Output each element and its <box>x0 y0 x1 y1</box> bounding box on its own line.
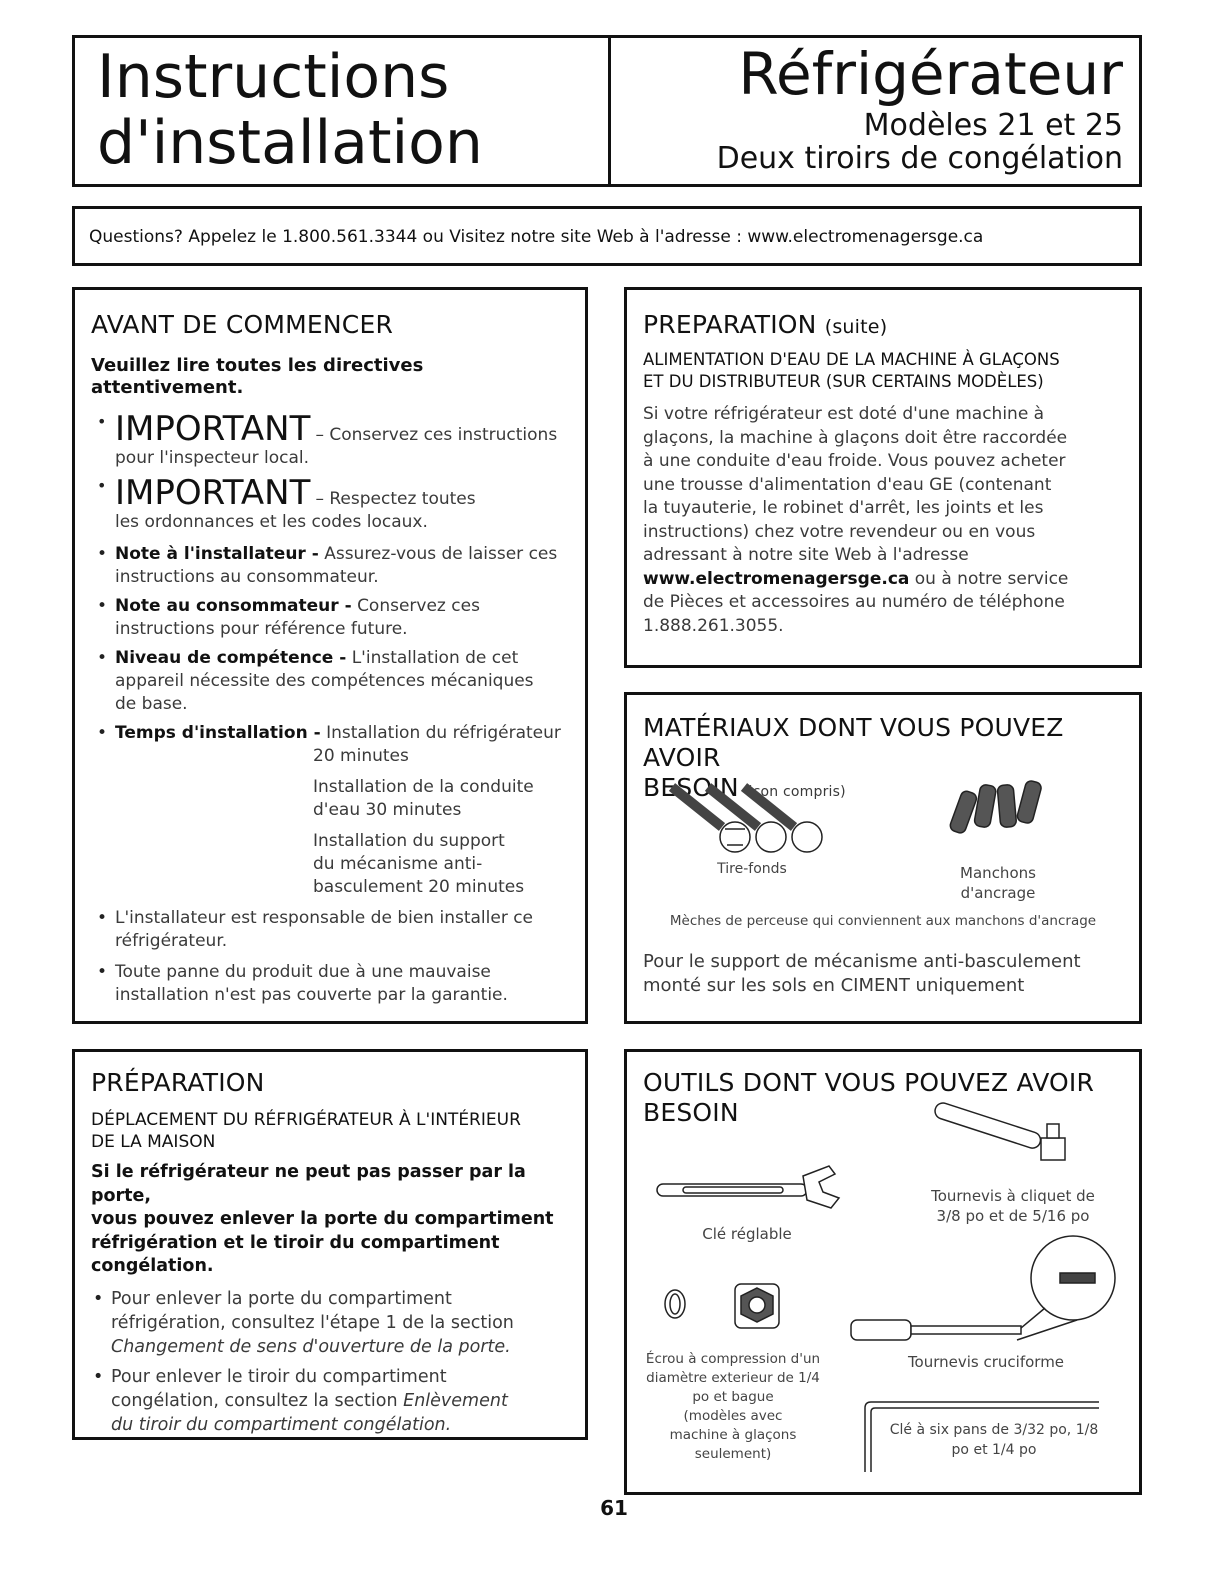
cle-reglable-caption: Clé réglable <box>702 1225 792 1243</box>
header-box <box>72 35 1142 187</box>
niveau-competence: • Niveau de compétence - L'installation de cet appareil nécessite des compétences mécaniques de base. <box>115 647 575 716</box>
garantie-note: • Toute panne du produit due à une mauvaise installation n'est pas couverte par la garantie. <box>115 961 575 1007</box>
preparation-section <box>72 1049 588 1440</box>
title-line-1: Instructions <box>97 42 450 112</box>
tournevis-cruciforme-caption: Tournevis cruciforme <box>907 1353 1065 1371</box>
compression-nut-icon <box>653 1274 803 1344</box>
avant-title: AVANT DE COMMENCER <box>91 310 394 339</box>
avant-lead: Veuillez lire toutes les directives attentivement. <box>91 355 424 398</box>
manchons-caption: Manchons d'ancrage <box>960 864 1036 902</box>
cle-six-pans-caption: Clé à six pans de 3/32 po, 1/8 po et 1/4 po <box>889 1422 1099 1458</box>
preparation-title: PRÉPARATION <box>91 1068 265 1097</box>
important-word-2: IMPORTANT <box>115 473 311 513</box>
ratchet-icon <box>923 1102 1093 1172</box>
materiaux-note: Pour le support de mécanisme anti-basculement monté sur les sols en CIMENT uniquement <box>643 951 1081 996</box>
adjustable-wrench-icon <box>653 1162 843 1212</box>
enlever-tiroir-item: • Pour enlever le tiroir du compartiment congélation, consultez la section Enlèvement du tiroir du compartiment congélation. <box>111 1365 577 1437</box>
contact-bar <box>72 206 1142 266</box>
meches-caption: Mèches de perceuse qui conviennent aux manchons d'ancrage <box>669 913 1097 929</box>
preparation-bold-paragraph: Si le réfrigérateur ne peut pas passer par la porte, vous pouvez enlever la porte du compartiment réfrigération et le tiroir du compartiment congélation. <box>91 1162 554 1276</box>
responsabilite: • L'installateur est responsable de bien installer ce réfrigérateur. <box>115 907 575 953</box>
outils-title: OUTILS DONT VOUS POUVEZ AVOIR BESOIN <box>643 1068 1095 1127</box>
prep-suite-title: PREPARATION (suite) <box>643 310 888 339</box>
lag-screws-icon <box>667 777 837 857</box>
prep-suite-subheading: ALIMENTATION D'EAU DE LA MACHINE À GLAÇONS ET DU DISTRIBUTEUR (SUR CERTAINS MODÈLES) <box>643 350 1060 391</box>
product-title: Réfrigérateur <box>738 40 1123 108</box>
prep-suite-paragraph: Si votre réfrigérateur est doté d'une machine à glaçons, la machine à glaçons doit être raccordée à une conduite d'eau froide. Vous pouvez acheter une trousse d'alimentation d'eau GE (contenant la tuyauterie, le robinet d'arrêt, les joints et les instructions) chez votre revendeur ou en vous adressant à notre site Web à l'adresse www.electromenagersge.ca ou à notre service de Pièces et accessoires au numéro de téléphone 1.888.261.3055. <box>643 404 1069 636</box>
page-number: 61 <box>600 1496 628 1520</box>
website-link[interactable]: www.electromenagersge.ca <box>643 568 910 589</box>
tire-fonds-caption: Tire-fonds <box>717 861 787 877</box>
preparation-subheading: DÉPLACEMENT DU RÉFRIGÉRATEUR À L'INTÉRIEUR DE LA MAISON <box>91 1110 521 1152</box>
outils-section <box>624 1049 1142 1495</box>
important-word-1: IMPORTANT <box>115 409 311 449</box>
header-right <box>717 38 1123 176</box>
header-divider <box>608 38 611 184</box>
title-line-2: d'installation <box>97 108 483 178</box>
materiaux-section <box>624 692 1142 1024</box>
phillips-screwdriver-icon <box>845 1228 1125 1348</box>
materiaux-title: MATÉRIAUX DONT VOUS POUVEZ AVOIR BESOIN (con compris) <box>643 713 1064 802</box>
note-consommateur: • Note au consommateur - Conservez ces instructions pour référence future. <box>115 595 575 641</box>
important-item-2: • IMPORTANT – Respectez toutes les ordonnances et les codes locaux. <box>115 475 575 533</box>
header-left-title <box>97 44 483 176</box>
contact-text: Questions? Appelez le 1.800.561.3344 ou Visitez notre site Web à l'adresse : www.electromenagersge.ca <box>89 227 984 247</box>
note-installateur: • Note à l'installateur - Assurez-vous de laisser ces instructions au consommateur. <box>115 543 575 589</box>
enlever-porte-item: • Pour enlever la porte du compartiment réfrigération, consultez l'étape 1 de la section Changement de sens d'ouverture de la porte. <box>111 1287 577 1359</box>
prep-suite-section <box>624 287 1142 668</box>
tournevis-cliquet-caption: Tournevis à cliquet de 3/8 po et de 5/16 po <box>931 1187 1095 1225</box>
avant-section <box>72 287 588 1024</box>
anchor-sleeves-icon <box>945 773 1045 843</box>
temps-installation: • Temps d'installation - Installation du réfrigérateur 20 minutes Installation de la conduite d'eau 30 minutes Installation du support du mécanisme anti- basculement 20 minutes <box>115 722 575 899</box>
important-item-1: • IMPORTANT – Conservez ces instructions pour l'inspecteur local. <box>115 411 575 469</box>
models-text: Modèles 21 et 25 <box>863 108 1123 143</box>
subtitle-text: Deux tiroirs de congélation <box>716 141 1123 176</box>
ecrou-caption: Écrou à compression d'un diamètre exterieur de 1/4 po et bague (modèles avec machine à glaçons seulement) <box>645 1351 821 1462</box>
